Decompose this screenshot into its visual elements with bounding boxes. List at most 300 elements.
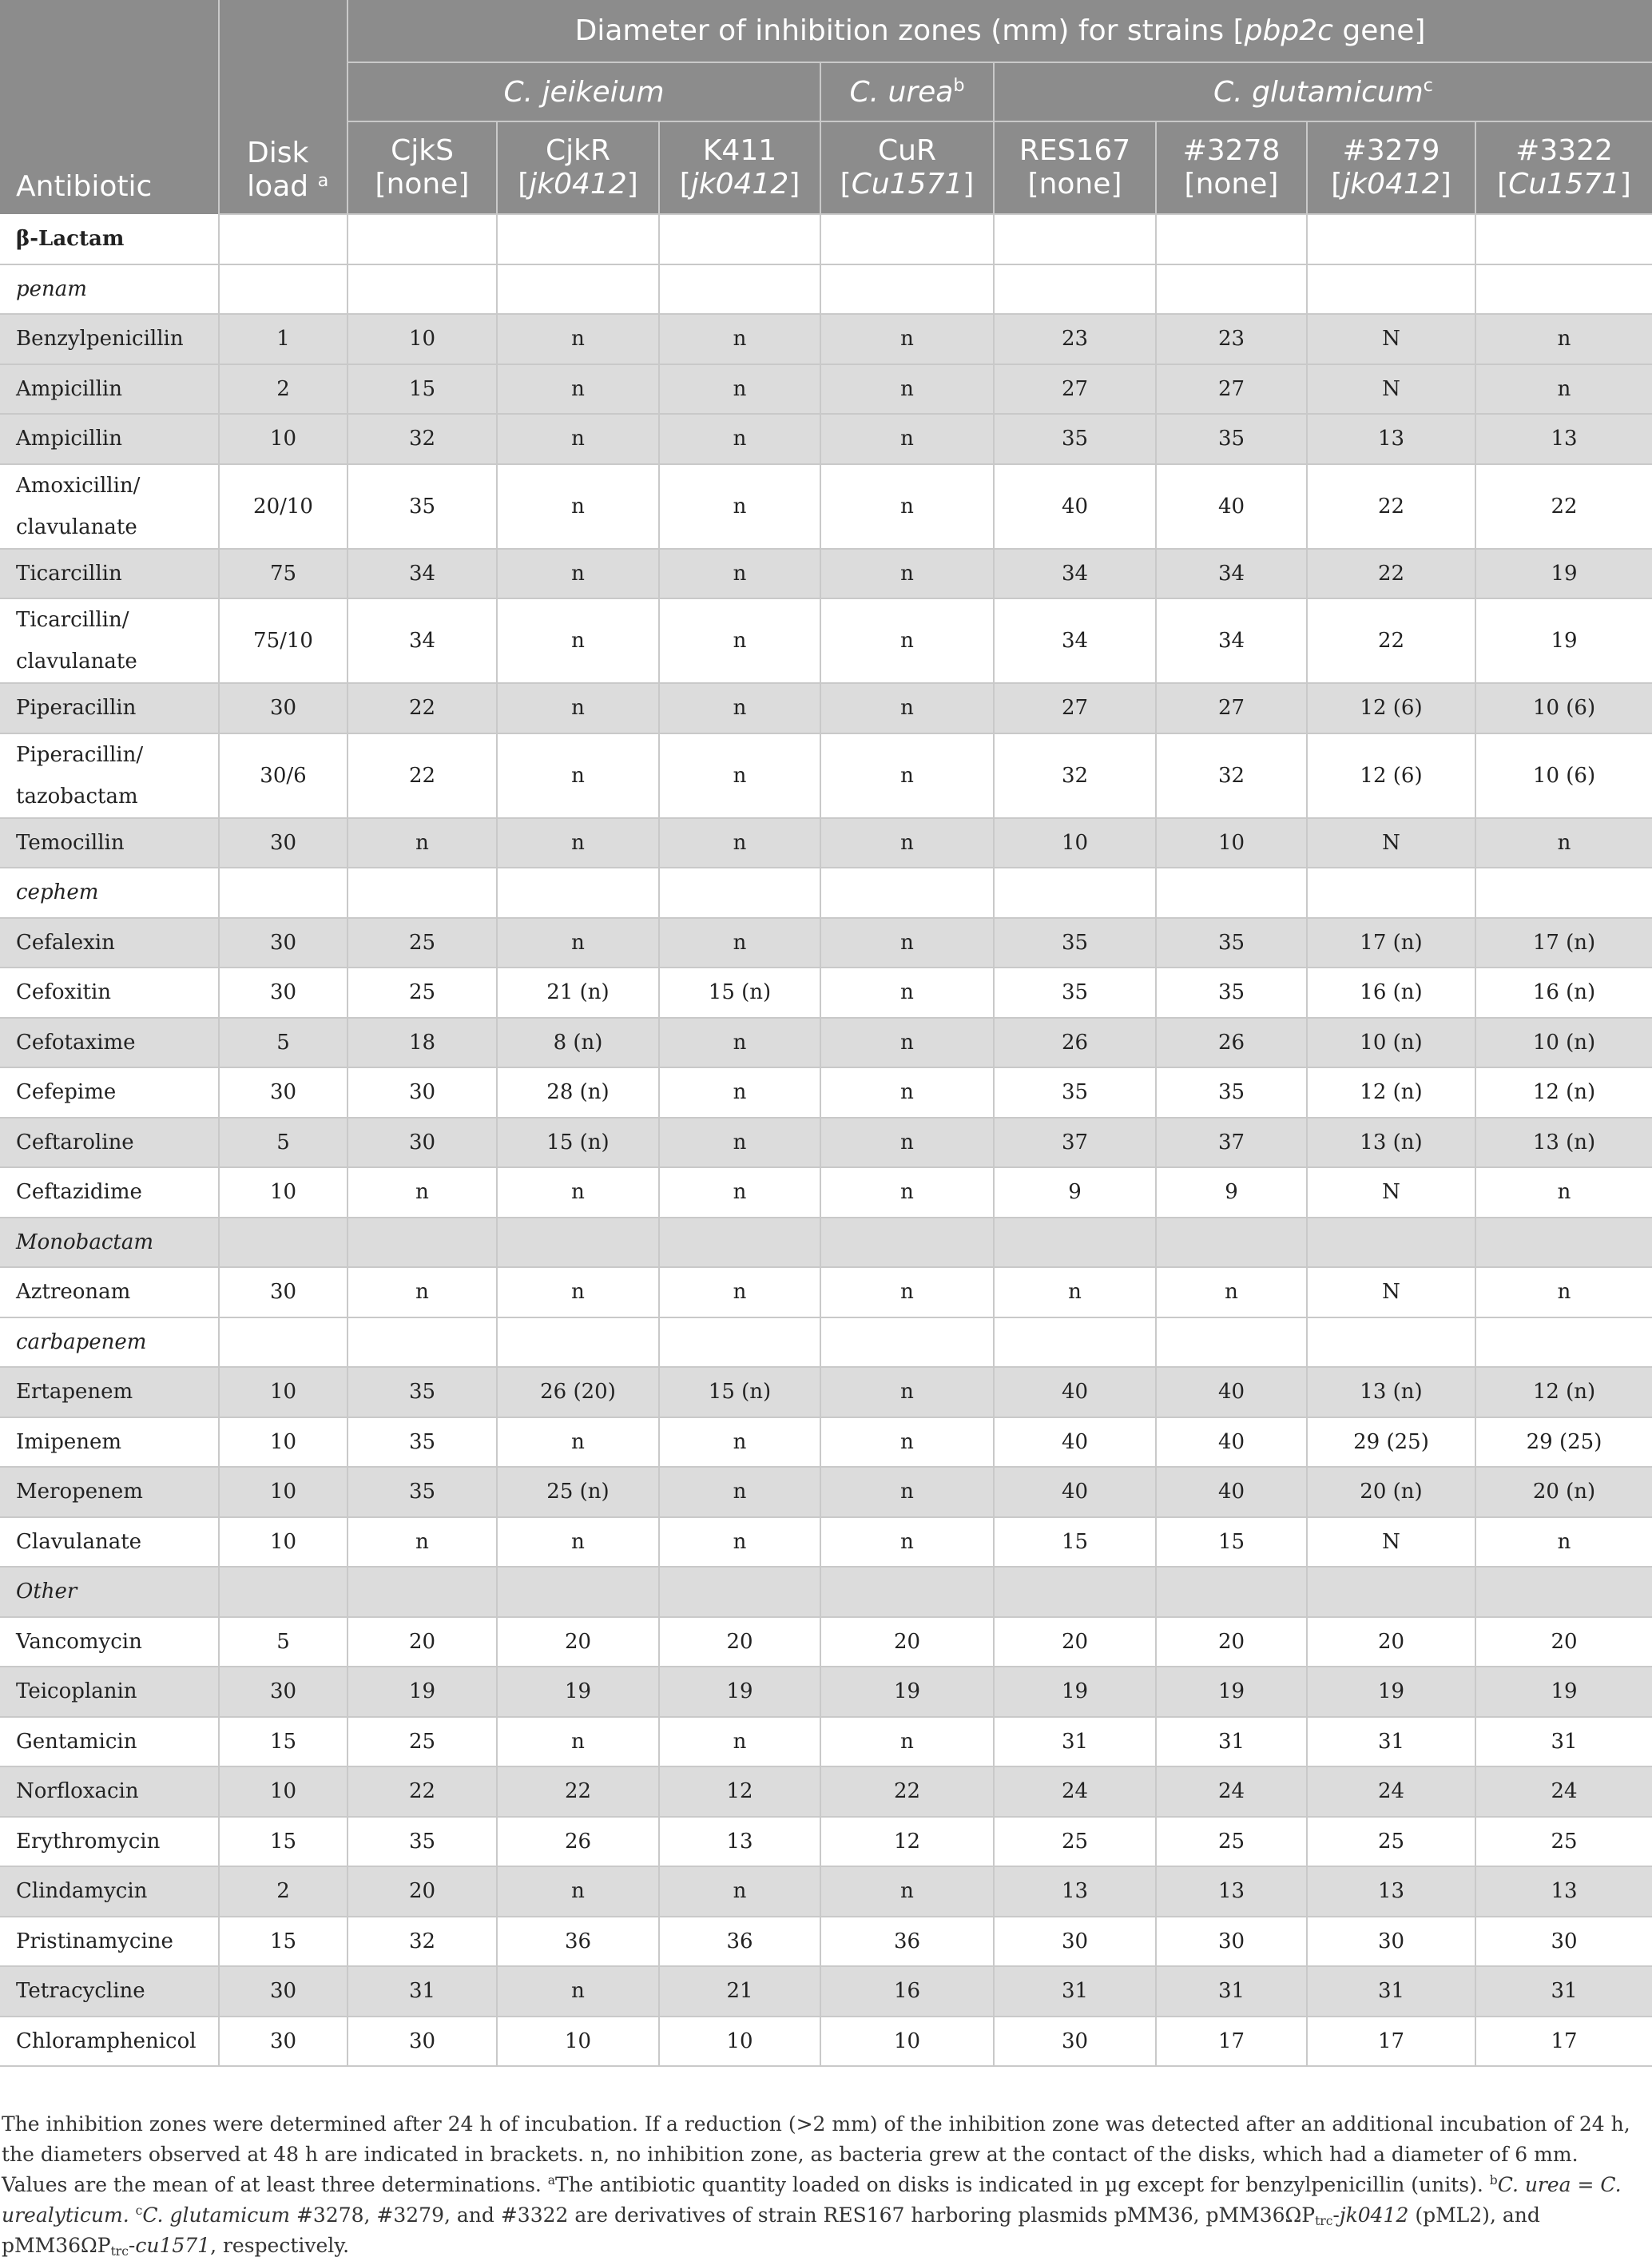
zone-value-cell <box>497 264 659 315</box>
zone-value-cell: 10 <box>347 314 497 364</box>
zone-value-cell: 19 <box>820 1667 994 1717</box>
zone-value-cell: n <box>497 1517 659 1568</box>
zone-value-cell: 30 <box>994 2017 1156 2067</box>
zone-value-cell: n <box>820 818 994 868</box>
table-row <box>0 1367 1652 1417</box>
zone-value-cell <box>1307 264 1475 315</box>
zone-value-cell: 35 <box>994 918 1156 968</box>
zone-value-cell: n <box>347 1517 497 1568</box>
table-row <box>0 214 1652 264</box>
zone-value-cell: 34 <box>1156 598 1307 683</box>
zone-value-cell: 17 <box>1156 2017 1307 2067</box>
zone-value-cell <box>659 868 820 918</box>
zone-value-cell: 20 <box>1475 1617 1652 1667</box>
disk-load-cell: 30 <box>219 1667 347 1717</box>
disk-load-cell: 30 <box>219 918 347 968</box>
zone-value-cell: 22 <box>1475 464 1652 549</box>
zone-value-cell: 10 (6) <box>1475 683 1652 733</box>
table-row <box>0 1817 1652 1867</box>
zone-value-cell <box>1307 1567 1475 1617</box>
zone-value-cell: n <box>659 1717 820 1767</box>
zone-value-cell <box>659 1317 820 1368</box>
zone-value-cell: 22 <box>1307 598 1475 683</box>
zone-value-cell: 19 <box>1475 549 1652 599</box>
zone-value-cell <box>1156 1317 1307 1368</box>
zone-value-cell <box>1156 1218 1307 1268</box>
zone-value-cell <box>820 264 994 315</box>
disk-load-cell: 75 <box>219 549 347 599</box>
disk-load-cell <box>219 264 347 315</box>
strain-header-3278: #3278 [none] <box>1156 121 1307 214</box>
zone-value-cell: 22 <box>347 733 497 818</box>
zone-value-cell: 15 <box>347 364 497 415</box>
zone-value-cell: 16 (n) <box>1475 968 1652 1018</box>
table-row <box>0 1717 1652 1767</box>
zone-value-cell: n <box>497 464 659 549</box>
zone-value-cell <box>1307 868 1475 918</box>
zone-value-cell: n <box>347 1167 497 1218</box>
zone-value-cell: 27 <box>1156 364 1307 415</box>
antibiotic-name-cell: Ceftaroline <box>0 1118 219 1168</box>
zone-value-cell: n <box>347 1267 497 1317</box>
zone-value-cell: 12 (n) <box>1475 1367 1652 1417</box>
zone-value-cell: 31 <box>1307 1717 1475 1767</box>
zone-value-cell <box>1156 868 1307 918</box>
zone-value-cell: n <box>1475 1267 1652 1317</box>
table-row <box>0 1267 1652 1317</box>
zone-value-cell: 40 <box>994 1417 1156 1468</box>
zone-value-cell: 35 <box>347 1417 497 1468</box>
zone-value-cell: 13 <box>1156 1866 1307 1917</box>
zone-value-cell: n <box>659 549 820 599</box>
zone-value-cell: 20 <box>1156 1617 1307 1667</box>
zone-value-cell: 12 (6) <box>1307 683 1475 733</box>
zone-value-cell: 17 (n) <box>1475 918 1652 968</box>
table-row <box>0 1018 1652 1068</box>
zone-value-cell: n <box>497 414 659 464</box>
zone-value-cell: n <box>820 1717 994 1767</box>
zone-value-cell: 12 (6) <box>1307 733 1475 818</box>
zone-value-cell: n <box>659 918 820 968</box>
zone-value-cell: 40 <box>994 1467 1156 1517</box>
zone-value-cell: 36 <box>820 1917 994 1967</box>
zone-value-cell <box>820 1567 994 1617</box>
zone-value-cell: 40 <box>994 1367 1156 1417</box>
zone-value-cell: n <box>659 1267 820 1317</box>
zone-value-cell: n <box>820 414 994 464</box>
zone-value-cell: 34 <box>347 598 497 683</box>
zone-value-cell: 31 <box>1475 1966 1652 2017</box>
zone-value-cell: 21 <box>659 1966 820 2017</box>
table-row <box>0 314 1652 364</box>
zone-value-cell: n <box>820 918 994 968</box>
zone-value-cell <box>994 1317 1156 1368</box>
zone-value-cell: n <box>659 1866 820 1917</box>
zone-value-cell: n <box>1475 818 1652 868</box>
zone-value-cell <box>347 264 497 315</box>
zone-value-cell: 22 <box>1307 549 1475 599</box>
zone-value-cell: n <box>1475 364 1652 415</box>
antibiotic-name-cell: Cefalexin <box>0 918 219 968</box>
table-row <box>0 1417 1652 1468</box>
table-row <box>0 918 1652 968</box>
zone-value-cell <box>820 214 994 264</box>
zone-value-cell: 20 <box>659 1617 820 1667</box>
zone-value-cell <box>497 868 659 918</box>
disk-load-cell: 10 <box>219 1467 347 1517</box>
zone-value-cell <box>1156 1567 1307 1617</box>
table-row <box>0 1118 1652 1168</box>
zone-value-cell: 26 <box>1156 1018 1307 1068</box>
zone-value-cell: 40 <box>1156 1467 1307 1517</box>
antibiotic-name-cell: Gentamicin <box>0 1717 219 1767</box>
disk-load-cell: 75/10 <box>219 598 347 683</box>
antibiotic-name-cell: Chloramphenicol <box>0 2017 219 2067</box>
zone-value-cell: 20 <box>994 1617 1156 1667</box>
zone-value-cell: n <box>820 1167 994 1218</box>
disk-load-cell: 5 <box>219 1617 347 1667</box>
disk-load-cell: 15 <box>219 1817 347 1867</box>
zone-value-cell: 13 <box>1307 1866 1475 1917</box>
table-body <box>0 214 1652 2066</box>
zone-value-cell <box>347 214 497 264</box>
zone-value-cell: 12 <box>820 1817 994 1867</box>
strain-header-3279: #3279 [jk0412] <box>1307 121 1475 214</box>
antibiotic-column-header: Antibiotic <box>0 0 219 214</box>
zone-value-cell: 24 <box>1475 1766 1652 1817</box>
zone-value-cell: 34 <box>994 598 1156 683</box>
antibiotic-name-cell: penam <box>0 264 219 315</box>
disk-load-cell: 15 <box>219 1917 347 1967</box>
table-row <box>0 464 1652 549</box>
zone-value-cell: N <box>1307 314 1475 364</box>
zone-value-cell: 10 <box>659 2017 820 2067</box>
zone-value-cell <box>820 1317 994 1368</box>
zone-value-cell: 32 <box>994 733 1156 818</box>
zone-value-cell <box>1307 214 1475 264</box>
disk-load-cell: 30 <box>219 1267 347 1317</box>
table-row <box>0 1667 1652 1717</box>
antibiotic-name-cell: cephem <box>0 868 219 918</box>
antibiotic-name-cell: β-Lactam <box>0 214 219 264</box>
zone-value-cell: 10 <box>994 818 1156 868</box>
disk-load-cell <box>219 1218 347 1268</box>
disk-load-cell: 30 <box>219 683 347 733</box>
zone-value-cell <box>994 214 1156 264</box>
zone-value-cell: 31 <box>994 1966 1156 2017</box>
antibiotic-name-cell: Monobactam <box>0 1218 219 1268</box>
zone-value-cell: n <box>994 1267 1156 1317</box>
zone-value-cell: 17 (n) <box>1307 918 1475 968</box>
zone-value-cell: 10 <box>820 2017 994 2067</box>
zone-value-cell <box>497 214 659 264</box>
zone-value-cell: 20 <box>1307 1617 1475 1667</box>
disk-load-label: Disk load <box>246 137 309 203</box>
antibiotic-name-cell: Ceftazidime <box>0 1167 219 1218</box>
zone-value-cell: n <box>497 1417 659 1468</box>
antibiotic-name-cell: Pristinamycine <box>0 1917 219 1967</box>
zone-value-cell: 10 (n) <box>1307 1018 1475 1068</box>
zone-value-cell: 28 (n) <box>497 1067 659 1118</box>
zone-value-cell: 37 <box>1156 1118 1307 1168</box>
zone-value-cell: 16 <box>820 1966 994 2017</box>
zone-value-cell: 35 <box>347 464 497 549</box>
zone-value-cell: 13 <box>1475 414 1652 464</box>
zone-value-cell: 31 <box>1156 1966 1307 2017</box>
antibiotic-name-cell: Ampicillin <box>0 364 219 415</box>
table-row <box>0 598 1652 683</box>
zone-value-cell: 20 <box>497 1617 659 1667</box>
zone-value-cell <box>994 868 1156 918</box>
zone-value-cell: n <box>820 683 994 733</box>
zone-value-cell: 34 <box>347 549 497 599</box>
zone-value-cell: n <box>659 1417 820 1468</box>
table-row <box>0 968 1652 1018</box>
antibiotic-name-cell: Other <box>0 1567 219 1617</box>
zone-value-cell <box>347 1218 497 1268</box>
antibiotic-name-cell: Erythromycin <box>0 1817 219 1867</box>
table-row <box>0 264 1652 315</box>
disk-load-cell: 5 <box>219 1118 347 1168</box>
zone-value-cell: 23 <box>1156 314 1307 364</box>
zone-value-cell: 17 <box>1475 2017 1652 2067</box>
zone-value-cell: 22 <box>347 1766 497 1817</box>
antibiotic-name-cell: Imipenem <box>0 1417 219 1468</box>
zone-value-cell: n <box>820 314 994 364</box>
antibiotic-name-cell: Ticarcillin <box>0 549 219 599</box>
zone-value-cell: 30 <box>1307 1917 1475 1967</box>
strain-header-3322: #3322 [Cu1571] <box>1475 121 1652 214</box>
antibiotic-name-cell: Temocillin <box>0 818 219 868</box>
table-row <box>0 1067 1652 1118</box>
antibiotic-name-cell: Teicoplanin <box>0 1667 219 1717</box>
table-row <box>0 2017 1652 2067</box>
zone-value-cell: 13 (n) <box>1307 1367 1475 1417</box>
zone-value-cell <box>659 1567 820 1617</box>
zone-value-cell: 10 (6) <box>1475 733 1652 818</box>
zone-value-cell <box>497 1567 659 1617</box>
zone-value-cell: n <box>820 598 994 683</box>
disk-load-cell: 5 <box>219 1018 347 1068</box>
zone-value-cell: N <box>1307 1517 1475 1568</box>
zone-value-cell <box>1475 1317 1652 1368</box>
zone-value-cell: 15 <box>994 1517 1156 1568</box>
zone-value-cell: n <box>659 818 820 868</box>
zone-value-cell: 30 <box>347 1118 497 1168</box>
antibiotic-name-cell: Cefoxitin <box>0 968 219 1018</box>
zone-value-cell: n <box>497 598 659 683</box>
zone-value-cell: 30 <box>347 1067 497 1118</box>
zone-value-cell: n <box>659 314 820 364</box>
disk-load-cell <box>219 1567 347 1617</box>
disk-load-cell: 30 <box>219 1966 347 2017</box>
zone-value-cell: n <box>497 1167 659 1218</box>
zone-value-cell: 12 (n) <box>1475 1067 1652 1118</box>
disk-load-cell: 1 <box>219 314 347 364</box>
zone-value-cell: n <box>659 364 820 415</box>
zone-value-cell: n <box>659 1467 820 1517</box>
disk-load-cell <box>219 1317 347 1368</box>
zone-value-cell: 26 (20) <box>497 1367 659 1417</box>
zone-value-cell: n <box>820 1517 994 1568</box>
zone-value-cell: 40 <box>994 464 1156 549</box>
table-row <box>0 1567 1652 1617</box>
zone-value-cell: 25 <box>347 918 497 968</box>
table-row <box>0 683 1652 733</box>
zone-value-cell: 19 <box>1475 1667 1652 1717</box>
disk-load-cell: 30 <box>219 1067 347 1118</box>
zone-value-cell <box>1307 1218 1475 1268</box>
zone-value-cell: n <box>659 464 820 549</box>
zone-value-cell: n <box>820 364 994 415</box>
strain-header-CjkS: CjkS [none] <box>347 121 497 214</box>
zone-value-cell: 20 (n) <box>1307 1467 1475 1517</box>
zone-value-cell: n <box>820 968 994 1018</box>
zone-value-cell: n <box>820 1267 994 1317</box>
strain-header-RES167: RES167 [none] <box>994 121 1156 214</box>
zone-value-cell: n <box>347 818 497 868</box>
zone-value-cell: 12 (n) <box>1307 1067 1475 1118</box>
zone-value-cell: 27 <box>994 364 1156 415</box>
zone-value-cell <box>347 1567 497 1617</box>
zone-value-cell: 13 <box>994 1866 1156 1917</box>
zone-value-cell: 20 <box>347 1866 497 1917</box>
zone-value-cell: 13 (n) <box>1307 1118 1475 1168</box>
zone-value-cell: 31 <box>1156 1717 1307 1767</box>
zone-value-cell: n <box>1156 1267 1307 1317</box>
antibiotic-name-cell: Benzylpenicillin <box>0 314 219 364</box>
zone-value-cell <box>1307 1317 1475 1368</box>
table-row <box>0 1617 1652 1667</box>
disk-load-column-header: Disk load $^a$ <box>219 0 347 214</box>
zone-value-cell: n <box>1475 1517 1652 1568</box>
table-row <box>0 1467 1652 1517</box>
zone-value-cell <box>994 264 1156 315</box>
zone-value-cell: 35 <box>994 968 1156 1018</box>
disk-load-cell: 10 <box>219 1417 347 1468</box>
zone-value-cell: n <box>497 1866 659 1917</box>
zone-value-cell: 31 <box>1307 1966 1475 2017</box>
antibiotic-name-cell: Aztreonam <box>0 1267 219 1317</box>
zone-value-cell <box>1475 214 1652 264</box>
zone-value-cell: 13 <box>1307 414 1475 464</box>
zone-value-cell: 25 <box>347 968 497 1018</box>
zone-value-cell: 35 <box>1156 1067 1307 1118</box>
zone-value-cell: 40 <box>1156 1417 1307 1468</box>
disk-load-cell <box>219 868 347 918</box>
zone-value-cell: n <box>497 314 659 364</box>
zone-value-cell: 13 (n) <box>1475 1118 1652 1168</box>
zone-value-cell: n <box>1475 314 1652 364</box>
zone-value-cell: 19 <box>347 1667 497 1717</box>
zone-value-cell: n <box>497 818 659 868</box>
antibiotic-name-cell: Vancomycin <box>0 1617 219 1667</box>
zone-value-cell: 16 (n) <box>1307 968 1475 1018</box>
table-row <box>0 1517 1652 1568</box>
zone-value-cell: n <box>497 364 659 415</box>
zone-value-cell: n <box>497 1966 659 2017</box>
zone-value-cell: 35 <box>994 414 1156 464</box>
zone-value-cell: n <box>820 1866 994 1917</box>
zone-value-cell: 9 <box>994 1167 1156 1218</box>
table-header <box>0 0 1652 214</box>
antibiotic-name-cell: Cefotaxime <box>0 1018 219 1068</box>
zone-value-cell: n <box>820 1367 994 1417</box>
zone-value-cell: n <box>659 1018 820 1068</box>
zone-value-cell: 18 <box>347 1018 497 1068</box>
zone-value-cell: 35 <box>347 1467 497 1517</box>
zone-value-cell: n <box>497 1267 659 1317</box>
antibiotic-name-cell: carbapenem <box>0 1317 219 1368</box>
zone-value-cell: 19 <box>497 1667 659 1717</box>
zone-value-cell: 35 <box>347 1367 497 1417</box>
zone-value-cell <box>994 1218 1156 1268</box>
zone-value-cell: 9 <box>1156 1167 1307 1218</box>
zone-value-cell <box>347 1317 497 1368</box>
disk-load-cell: 30 <box>219 2017 347 2067</box>
zone-value-cell: 30 <box>1156 1917 1307 1967</box>
zone-value-cell: N <box>1307 1167 1475 1218</box>
zone-value-cell: 31 <box>347 1966 497 2017</box>
zone-value-cell: 13 <box>1475 1866 1652 1917</box>
zone-value-cell: n <box>497 683 659 733</box>
zone-value-cell: 36 <box>659 1917 820 1967</box>
zone-value-cell <box>1475 1567 1652 1617</box>
disk-load-cell: 10 <box>219 1367 347 1417</box>
table-row <box>0 364 1652 415</box>
table-row <box>0 818 1652 868</box>
zone-value-cell: N <box>1307 1267 1475 1317</box>
zone-value-cell: 27 <box>994 683 1156 733</box>
zone-value-cell: N <box>1307 818 1475 868</box>
zone-value-cell: 25 <box>1156 1817 1307 1867</box>
zone-value-cell <box>659 214 820 264</box>
table-row <box>0 868 1652 918</box>
antibiotic-name-cell: Cefepime <box>0 1067 219 1118</box>
zone-value-cell: 35 <box>347 1817 497 1867</box>
disk-load-cell: 30 <box>219 968 347 1018</box>
zone-value-cell: 31 <box>1475 1717 1652 1767</box>
zone-value-cell: 25 <box>347 1717 497 1767</box>
zone-value-cell: n <box>820 1118 994 1168</box>
zone-value-cell: 12 <box>659 1766 820 1817</box>
zone-value-cell: 8 (n) <box>497 1018 659 1068</box>
zone-value-cell: n <box>659 1167 820 1218</box>
antibiotic-name-cell: Clavulanate <box>0 1517 219 1568</box>
zone-value-cell: n <box>659 683 820 733</box>
zone-value-cell: 32 <box>347 414 497 464</box>
zone-value-cell: n <box>659 733 820 818</box>
zone-value-cell: 22 <box>1307 464 1475 549</box>
table-row <box>0 1866 1652 1917</box>
table-row <box>0 1218 1652 1268</box>
zone-value-cell: 30 <box>994 1917 1156 1967</box>
zone-value-cell <box>347 868 497 918</box>
zone-value-cell: 15 <box>1156 1517 1307 1568</box>
disk-load-cell: 20/10 <box>219 464 347 549</box>
table-row <box>0 733 1652 818</box>
antibiotic-name-cell: Amoxicillin/ clavulanate <box>0 464 219 549</box>
zone-value-cell: n <box>497 733 659 818</box>
zone-value-cell: 10 (n) <box>1475 1018 1652 1068</box>
disk-load-cell <box>219 214 347 264</box>
table-row <box>0 1167 1652 1218</box>
zone-value-cell: 25 <box>1307 1817 1475 1867</box>
zone-value-cell: 19 <box>1475 598 1652 683</box>
zone-value-cell: 25 <box>994 1817 1156 1867</box>
strain-header-CuR: CuR [Cu1571] <box>820 121 994 214</box>
table-footnote: The inhibition zones were determined after 24 h of incubation. If a reduction (>2 mm) of the inhibition zone was detected after an additional incubation of 24 h, the diameters observed at 48 h are indicated in brackets. n, no inhibition zone, as bacteria grew at the contact of the disks, which had a diameter of 6 mm. Values are the mean of at least three determinations. $^a$The antibiotic quantity loaded on disks is indicated in µg except for benzylpenicillin (units). $^b$C. urea = C. urealyticum. $^c$C. glutamicum #3278, #3279, and #3322 are derivatives of strain RES167 harboring plasmids pMM36, $pMM36\Omega P_{trc}-jk0412$ (pML2), and $pMM36\Omega P_{trc}-cu1571$, respectively. <box>2 2112 1630 2259</box>
